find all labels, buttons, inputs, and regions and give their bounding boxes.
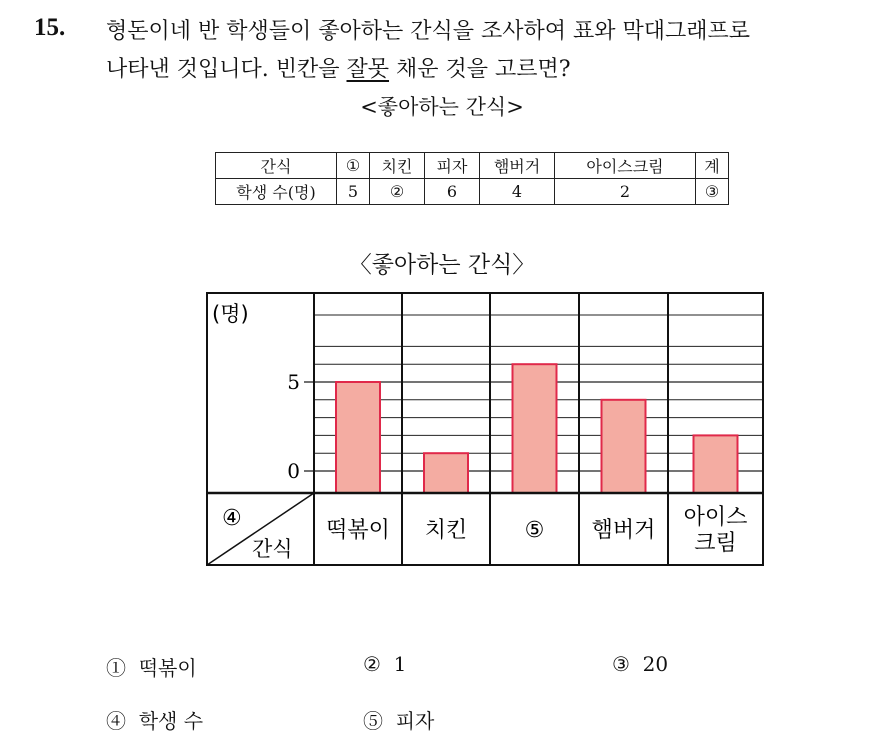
question-text-line1: 형돈이네 반 학생들이 좋아하는 간식을 조사하여 표와 막대그래프로 — [106, 19, 751, 44]
choice-number: ④ — [106, 709, 126, 733]
choice-2[interactable] — [363, 652, 406, 676]
table-cell: ③ — [696, 179, 729, 205]
table-cell: 학생 수(명) — [216, 179, 337, 205]
table-cell: ① — [337, 153, 370, 179]
category-label: ⑤ — [524, 518, 545, 543]
table-cell: 5 — [337, 179, 370, 205]
question-text-after: 채운 것을 고르면? — [389, 57, 571, 82]
question-number: 15. — [34, 14, 66, 41]
question-text-before: 나타낸 것입니다. 빈칸을 — [106, 57, 347, 82]
table-cell: 아이스크림 — [555, 153, 696, 179]
bar — [513, 364, 557, 493]
choice-4[interactable] — [106, 705, 203, 734]
chart-frame — [207, 293, 763, 565]
table-cell: 햄버거 — [480, 153, 555, 179]
underlined-word: 잘못 — [346, 57, 390, 82]
category-label: 치킨 — [424, 518, 468, 543]
table-cell: 4 — [480, 179, 555, 205]
choice-text: 20 — [642, 652, 669, 676]
choice-text: 떡볶이 — [138, 656, 197, 680]
table-cell: 간식 — [216, 153, 337, 179]
table-cell: 계 — [696, 153, 729, 179]
table-cell: 2 — [555, 179, 696, 205]
choice-number: ③ — [612, 652, 630, 676]
y-tick-label: 5 — [287, 370, 300, 394]
category-label: 아이스 크림 — [683, 505, 748, 556]
bar — [424, 453, 468, 493]
choice-text: 피자 — [395, 709, 435, 733]
choice-text: 학생 수 — [138, 709, 204, 733]
bar — [336, 382, 380, 493]
choice-3[interactable] — [612, 652, 668, 676]
chart-title: 〈좋아하는 간식〉 — [348, 252, 536, 278]
choice-1[interactable] — [106, 652, 197, 681]
category-label: 떡볶이 — [326, 518, 390, 543]
choice-text: 1 — [393, 652, 407, 676]
y-tick-label: 0 — [287, 459, 300, 483]
table-cell: ② — [370, 179, 425, 205]
table-cell: 6 — [425, 179, 480, 205]
choice-5[interactable] — [363, 705, 434, 734]
choice-number: ⑤ — [363, 709, 383, 733]
choice-number: ② — [363, 652, 381, 676]
bar — [694, 435, 738, 493]
table-caption: <좋아하는 간식> — [360, 95, 524, 119]
y-axis-label: (명) — [212, 302, 249, 326]
corner-top-label: ④ — [222, 506, 242, 531]
choice-number: ① — [106, 656, 126, 680]
table-cell: 피자 — [425, 153, 480, 179]
category-label: 햄버거 — [591, 518, 656, 543]
bar — [602, 400, 646, 493]
table-cell: 치킨 — [370, 153, 425, 179]
corner-bottom-label: 간식 — [252, 537, 293, 561]
